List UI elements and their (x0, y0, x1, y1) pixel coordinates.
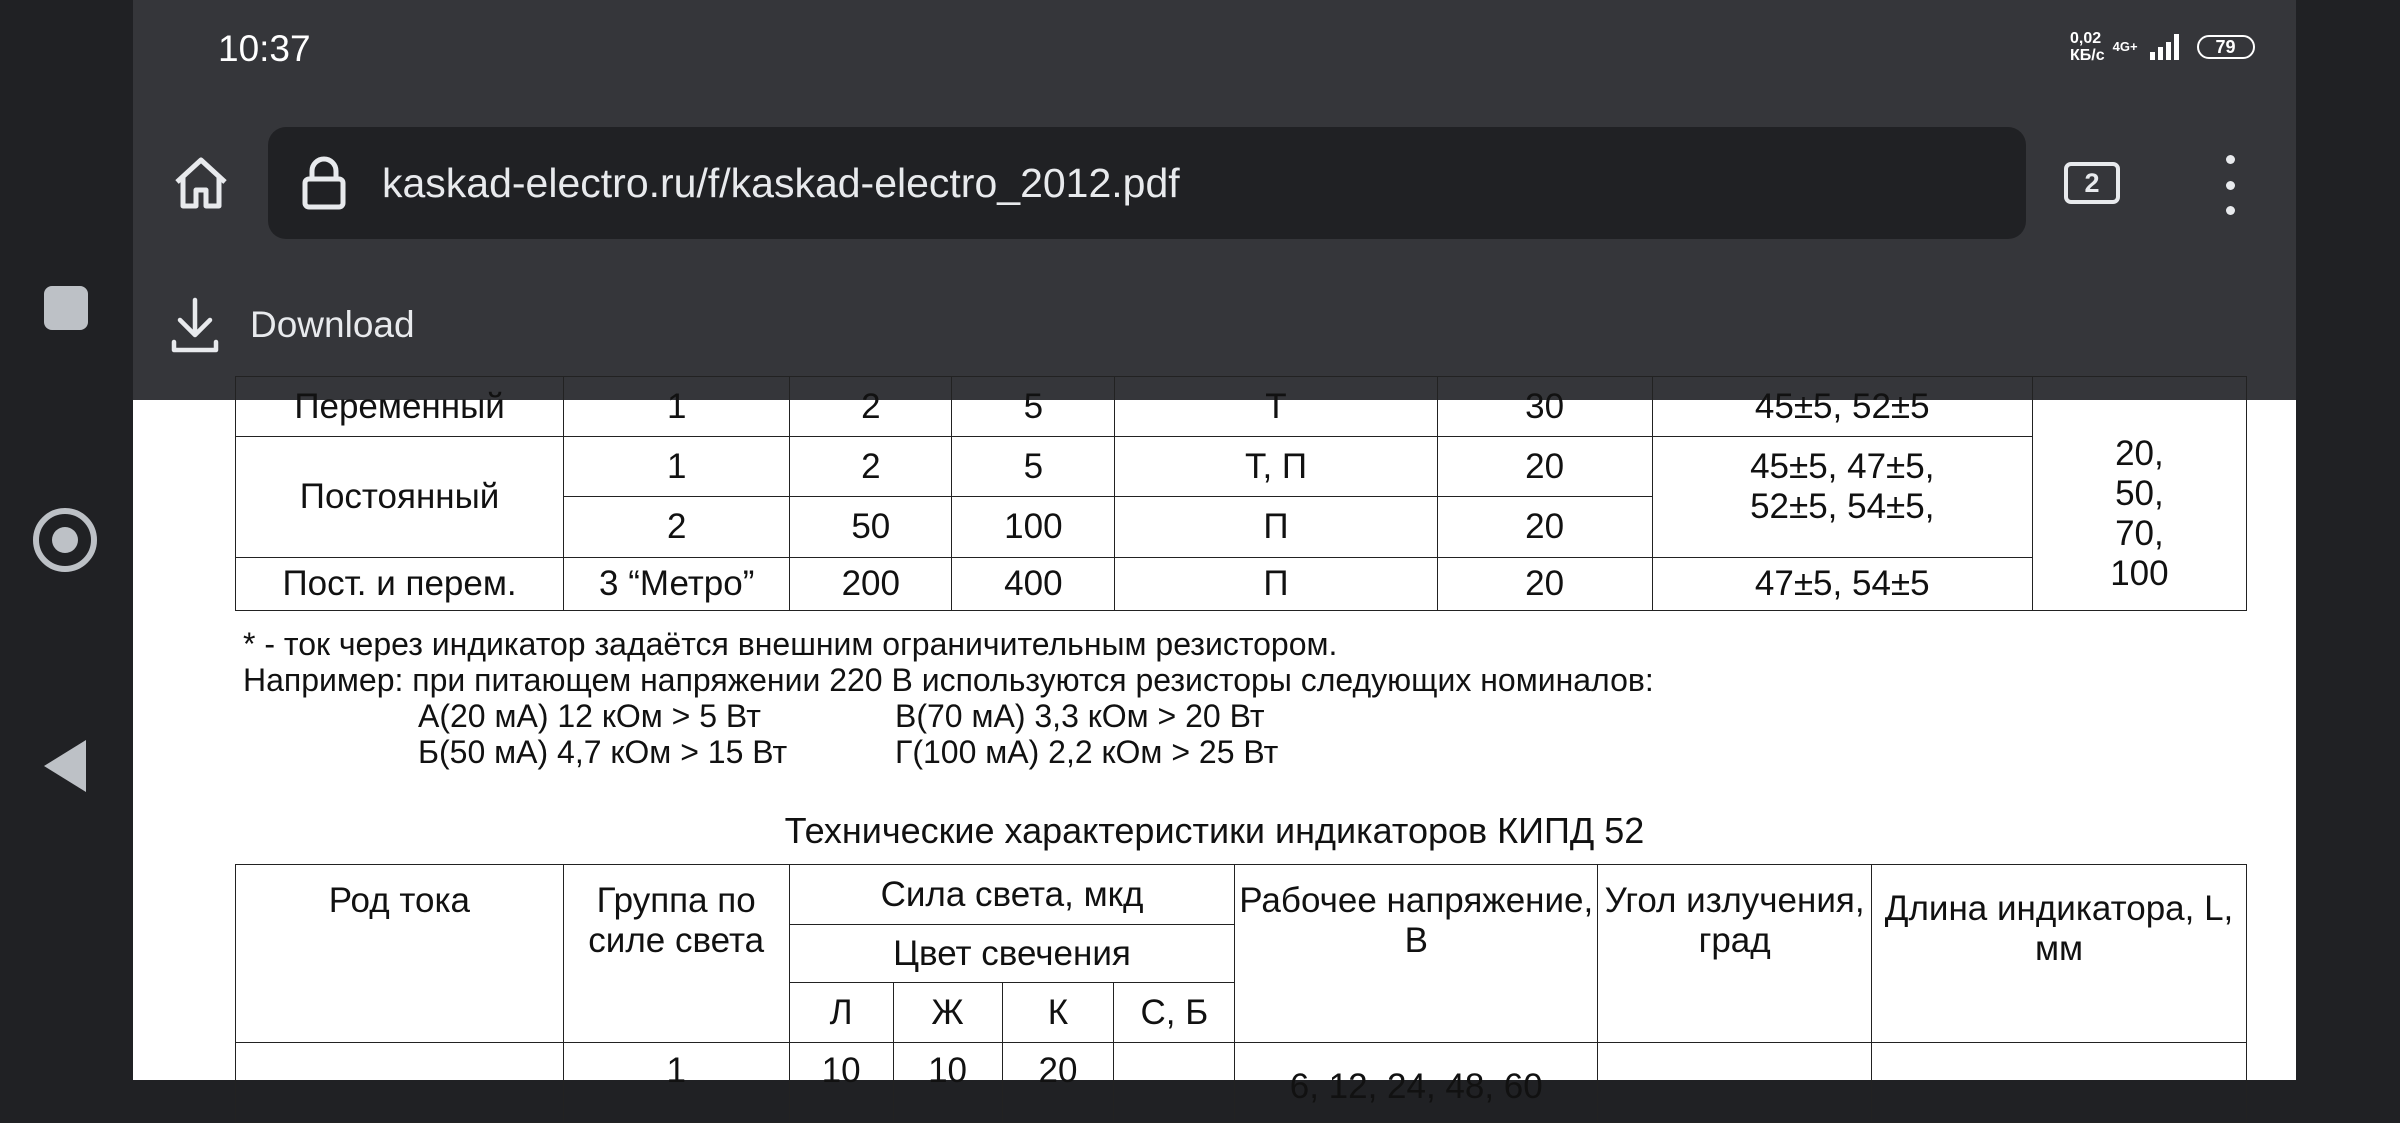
table-caption: Технические характеристики индикаторов КИПД 52 (784, 810, 1645, 851)
table-cell: 1 (564, 377, 790, 437)
note-line: Например: при питающем напряжении 220 В используются резисторы следующих номиналов: (243, 662, 1654, 698)
url-text[interactable]: kaskad-electro.ru/f/kaskad-electro_2012.pdf (382, 159, 1180, 206)
table-cell: П (1115, 497, 1437, 558)
table-cell (1598, 1043, 1872, 1123)
length-value: 20, (2115, 433, 2164, 473)
header-cell: Род тока (236, 865, 564, 1043)
download-icon (170, 296, 220, 354)
table-cell: Пост. и перем. (236, 558, 564, 611)
table-cell: 200 (790, 558, 952, 611)
length-value: 70, (2115, 513, 2164, 553)
network-speed (2070, 30, 2105, 64)
header-cell: Ж (893, 983, 1002, 1043)
table-cell: 1 (563, 1043, 789, 1123)
battery-level: 79 (2215, 36, 2236, 57)
network-speed-unit: КБ/с (2070, 47, 2105, 64)
network-speed-value: 0,02 (2070, 30, 2102, 47)
note-line: * - ток через индикатор задаётся внешним ограничительным резистором. (243, 626, 1338, 662)
table-cell: 3 “Метро” (564, 558, 790, 611)
table-row (236, 865, 2247, 925)
header-cell: Угол излучения, град (1598, 865, 1872, 1043)
header-cell: Л (789, 983, 893, 1043)
table-cell: 30 (1437, 377, 1652, 437)
table-cell (1872, 1043, 2247, 1123)
table-cell: П (1115, 558, 1437, 611)
address-bar[interactable] (268, 127, 2026, 239)
table-kipd52 (235, 864, 2247, 1123)
note-line: Б(50 мА) 4,7 кОм > 15 Вт (418, 734, 788, 770)
table-cell: Т, П (1115, 437, 1437, 497)
table-cell: 10 (789, 1043, 893, 1123)
recent-apps-icon[interactable] (44, 286, 88, 330)
note-line: В(70 мА) 3,3 кОм > 20 Вт (895, 698, 1265, 734)
back-icon[interactable] (44, 740, 86, 792)
battery-icon (2197, 35, 2255, 59)
table-indicators-1 (235, 376, 2247, 611)
table-cell: 6, 12, 24, 48, 60 (1235, 1043, 1598, 1123)
table-cell: 47±5, 54±5 (1652, 558, 2032, 611)
table-cell: 20 (1002, 1043, 1114, 1123)
cell-line: 45±5, 47±5, (1750, 447, 1935, 486)
table-cell: 400 (952, 558, 1115, 611)
table-cell: 10 (893, 1043, 1002, 1123)
tab-count: 2 (2084, 167, 2100, 198)
header-cell: Группа по силе света (563, 865, 789, 1043)
table-cell: 1 (564, 437, 790, 497)
header-cell: К (1002, 983, 1114, 1043)
cell-line: 52±5, 54±5, (1750, 487, 1935, 526)
table-cell: Переменный (236, 377, 564, 437)
table-cell-length (2032, 377, 2246, 611)
more-menu-icon[interactable] (2206, 155, 2254, 215)
home-nav-icon[interactable] (33, 508, 97, 572)
table-cell (236, 1043, 564, 1123)
signal-icon (2150, 34, 2179, 60)
length-value: 100 (2110, 553, 2169, 593)
header-cell: Рабочее напряжение, В (1235, 865, 1598, 1043)
table-cell: 2 (790, 437, 952, 497)
header-cell: Сила света, мкд (789, 865, 1235, 925)
home-icon (171, 154, 231, 212)
status-icons (2070, 30, 2255, 64)
download-label: Download (250, 304, 415, 345)
table-cell: 50 (790, 497, 952, 558)
table-cell: 2 (564, 497, 790, 558)
pdf-page (133, 386, 2296, 1106)
download-button[interactable] (170, 296, 415, 354)
table-row (236, 1043, 2247, 1123)
length-value: 50, (2115, 473, 2164, 513)
table-cell: Т (1115, 377, 1437, 437)
table-row (236, 377, 2247, 437)
table-cell: 20 (1437, 558, 1652, 611)
table-cell: 20 (1437, 497, 1652, 558)
network-type: 4G+ (2112, 39, 2138, 54)
tab-switcher-button[interactable] (2064, 162, 2120, 204)
table-cell: Постоянный (236, 437, 564, 558)
header-cell: Длина индикатора, L, мм (1872, 865, 2247, 1043)
note-line: А(20 мА) 12 кОм > 5 Вт (418, 698, 761, 734)
table-row (236, 558, 2247, 611)
lock-icon[interactable] (296, 153, 352, 213)
status-time: 10:37 (218, 28, 311, 69)
table-cell: 5 (952, 437, 1115, 497)
table-cell (1652, 437, 2032, 558)
note-line: Г(100 мА) 2,2 кОм > 25 Вт (895, 734, 1279, 770)
home-button[interactable] (166, 148, 236, 218)
table-row (236, 437, 2247, 497)
table-cell: 20 (1437, 437, 1652, 497)
table-cell: 100 (952, 497, 1115, 558)
table-cell: 45±5, 52±5 (1652, 377, 2032, 437)
table-cell: 5 (952, 377, 1115, 437)
table-cell: 2 (790, 377, 952, 437)
header-cell: Цвет свечения (789, 925, 1235, 983)
header-cell: С, Б (1114, 983, 1235, 1043)
table-cell (1114, 1043, 1235, 1123)
